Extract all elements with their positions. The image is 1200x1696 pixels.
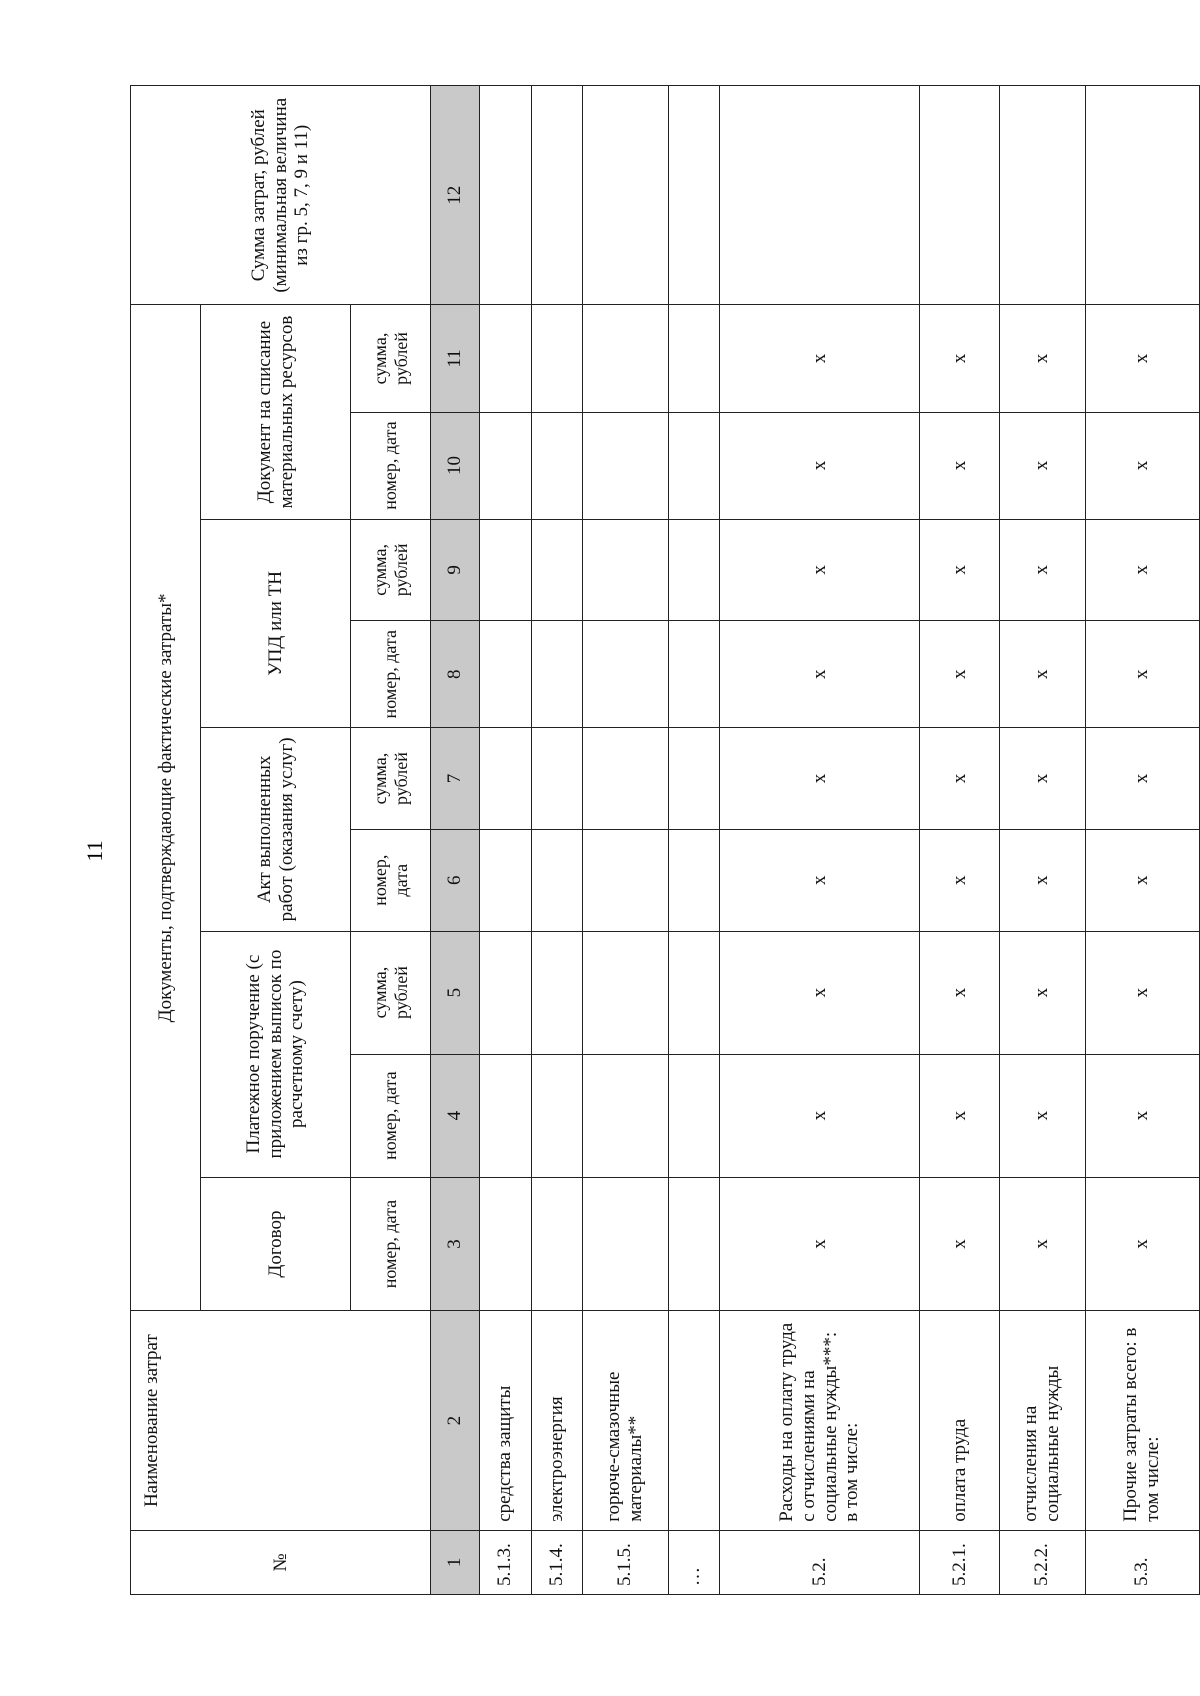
subheader-writeoff-num-date: номер, дата bbox=[351, 412, 431, 519]
table-cell bbox=[480, 519, 531, 621]
table-cell bbox=[668, 1177, 719, 1311]
table-cell bbox=[582, 1054, 668, 1177]
table-row bbox=[582, 86, 668, 1595]
table-cell: x bbox=[919, 728, 999, 830]
column-number: 1 bbox=[431, 1530, 480, 1594]
table-cell: x bbox=[999, 1054, 1085, 1177]
table-cell bbox=[531, 621, 582, 728]
table-cell bbox=[582, 412, 668, 519]
table-cell bbox=[668, 829, 719, 931]
table-cell: x bbox=[720, 305, 920, 412]
column-number: 3 bbox=[431, 1177, 480, 1311]
table-cell: x bbox=[720, 519, 920, 621]
row-number: 5.1.4. bbox=[531, 1530, 582, 1594]
column-number: 8 bbox=[431, 621, 480, 728]
table-cell bbox=[531, 728, 582, 830]
header-payment-order: Платежное поручение (с приложением выписок по расчетному счету) bbox=[201, 931, 351, 1177]
row-number: 5.2. bbox=[720, 1530, 920, 1594]
table-cell bbox=[668, 86, 719, 305]
row-name: электроэнергия bbox=[531, 1311, 582, 1530]
table-cell bbox=[531, 1054, 582, 1177]
table-cell: x bbox=[1085, 412, 1199, 519]
row-number: 5.2.2. bbox=[999, 1530, 1085, 1594]
table-cell: x bbox=[1085, 931, 1199, 1054]
table-cell: x bbox=[999, 1177, 1085, 1311]
column-number: 4 bbox=[431, 1054, 480, 1177]
header-writeoff: Документ на списание материальных ресурсов bbox=[201, 305, 351, 519]
table-row bbox=[919, 86, 999, 1595]
table-cell bbox=[582, 931, 668, 1054]
row-name: горюче-смазочные материалы** bbox=[582, 1311, 668, 1530]
table-cell: x bbox=[720, 412, 920, 519]
table-cell bbox=[582, 86, 668, 305]
table-cell: x bbox=[1085, 621, 1199, 728]
page-number: 11 bbox=[82, 840, 107, 862]
table-cell: x bbox=[919, 1177, 999, 1311]
table-cell bbox=[480, 1177, 531, 1311]
row-name: средства защиты bbox=[480, 1311, 531, 1530]
row-name bbox=[668, 1311, 719, 1530]
table-cell bbox=[531, 412, 582, 519]
table-row bbox=[531, 86, 582, 1595]
header-group-title: Документы, подтверждающие фактические затраты* bbox=[131, 305, 201, 1311]
table-cell bbox=[531, 931, 582, 1054]
table-cell bbox=[531, 86, 582, 305]
rotated-table-container bbox=[130, 85, 1200, 1595]
column-number: 12 bbox=[431, 86, 480, 305]
table-cell bbox=[480, 86, 531, 305]
subheader-contract-num-date: номер, дата bbox=[351, 1177, 431, 1311]
table-cell bbox=[668, 621, 719, 728]
header-total: Сумма затрат, рублей (минимальная величина из гр. 5, 7, 9 и 11) bbox=[131, 86, 431, 305]
table-cell bbox=[531, 829, 582, 931]
table-cell bbox=[480, 1054, 531, 1177]
subheader-writeoff-sum: сумма, рублей bbox=[351, 305, 431, 412]
table-cell: x bbox=[720, 829, 920, 931]
subheader-payment-sum: сумма, рублей bbox=[351, 931, 431, 1054]
table-cell bbox=[480, 621, 531, 728]
header-name: Наименование затрат bbox=[131, 1311, 431, 1530]
table-cell: x bbox=[720, 728, 920, 830]
table-cell: x bbox=[999, 829, 1085, 931]
row-name: оплата труда bbox=[919, 1311, 999, 1530]
subheader-upd-num-date: номер, дата bbox=[351, 621, 431, 728]
table-cell: x bbox=[919, 829, 999, 931]
row-name: Расходы на оплату труда с отчислениями на социальные нужды***: в том числе: bbox=[720, 1311, 920, 1530]
cost-documents-table bbox=[130, 85, 1200, 1595]
table-cell: x bbox=[919, 931, 999, 1054]
column-number: 6 bbox=[431, 829, 480, 931]
table-cell bbox=[531, 519, 582, 621]
table-cell: x bbox=[720, 1177, 920, 1311]
table-cell: x bbox=[1085, 728, 1199, 830]
table-cell bbox=[480, 829, 531, 931]
table-cell: x bbox=[1085, 829, 1199, 931]
row-number: 5.3. bbox=[1085, 1530, 1199, 1594]
column-number: 5 bbox=[431, 931, 480, 1054]
table-cell bbox=[480, 412, 531, 519]
table-cell: x bbox=[1085, 519, 1199, 621]
column-number: 11 bbox=[431, 305, 480, 412]
table-cell bbox=[1085, 86, 1199, 305]
header-act: Акт выполненных работ (оказания услуг) bbox=[201, 728, 351, 931]
row-number: 5.1.5. bbox=[582, 1530, 668, 1594]
table-cell bbox=[668, 728, 719, 830]
table-cell: x bbox=[999, 931, 1085, 1054]
subheader-payment-num-date: номер, дата bbox=[351, 1054, 431, 1177]
table-cell bbox=[668, 305, 719, 412]
table-cell bbox=[531, 305, 582, 412]
table-cell bbox=[999, 86, 1085, 305]
header-contract: Договор bbox=[201, 1177, 351, 1311]
header-upd: УПД или ТН bbox=[201, 519, 351, 728]
table-cell: x bbox=[999, 621, 1085, 728]
table-cell bbox=[480, 305, 531, 412]
table-row bbox=[1085, 86, 1199, 1595]
subheader-upd-sum: сумма, рублей bbox=[351, 519, 431, 621]
table-cell bbox=[582, 621, 668, 728]
table-cell bbox=[582, 519, 668, 621]
table-row bbox=[668, 86, 719, 1595]
row-number: 5.2.1. bbox=[919, 1530, 999, 1594]
subheader-act-sum: сумма, рублей bbox=[351, 728, 431, 830]
table-cell bbox=[668, 412, 719, 519]
table-cell bbox=[668, 1054, 719, 1177]
row-name: отчисления на социальные нужды bbox=[999, 1311, 1085, 1530]
column-number: 7 bbox=[431, 728, 480, 830]
subheader-act-num-date: номер, дата bbox=[351, 829, 431, 931]
table-cell: x bbox=[919, 305, 999, 412]
table-cell bbox=[582, 305, 668, 412]
column-number: 9 bbox=[431, 519, 480, 621]
table-cell: x bbox=[919, 621, 999, 728]
table-cell: x bbox=[999, 412, 1085, 519]
table-cell: x bbox=[1085, 1177, 1199, 1311]
table-cell: x bbox=[720, 1054, 920, 1177]
table-row bbox=[480, 86, 531, 1595]
row-number: 5.1.3. bbox=[480, 1530, 531, 1594]
table-cell: x bbox=[999, 728, 1085, 830]
table-cell: x bbox=[919, 1054, 999, 1177]
column-number: 2 bbox=[431, 1311, 480, 1530]
table-cell: x bbox=[1085, 305, 1199, 412]
table-cell bbox=[582, 728, 668, 830]
row-number: … bbox=[668, 1530, 719, 1594]
table-cell: x bbox=[720, 621, 920, 728]
header-no: № bbox=[131, 1530, 431, 1594]
table-cell bbox=[919, 86, 999, 305]
table-cell bbox=[668, 931, 719, 1054]
table-cell bbox=[480, 728, 531, 830]
table-cell bbox=[582, 829, 668, 931]
column-number-row bbox=[431, 86, 480, 1595]
table-cell: x bbox=[919, 519, 999, 621]
table-cell: x bbox=[999, 305, 1085, 412]
table-cell bbox=[531, 1177, 582, 1311]
table-row bbox=[999, 86, 1085, 1595]
table-cell: x bbox=[720, 931, 920, 1054]
table-cell: x bbox=[999, 519, 1085, 621]
table-cell bbox=[582, 1177, 668, 1311]
column-number: 10 bbox=[431, 412, 480, 519]
table-cell: x bbox=[1085, 1054, 1199, 1177]
table-cell: x bbox=[919, 412, 999, 519]
table-cell bbox=[720, 86, 920, 305]
row-name: Прочие затраты всего: в том числе: bbox=[1085, 1311, 1199, 1530]
table-row bbox=[720, 86, 920, 1595]
table-cell bbox=[480, 931, 531, 1054]
table-cell bbox=[668, 519, 719, 621]
